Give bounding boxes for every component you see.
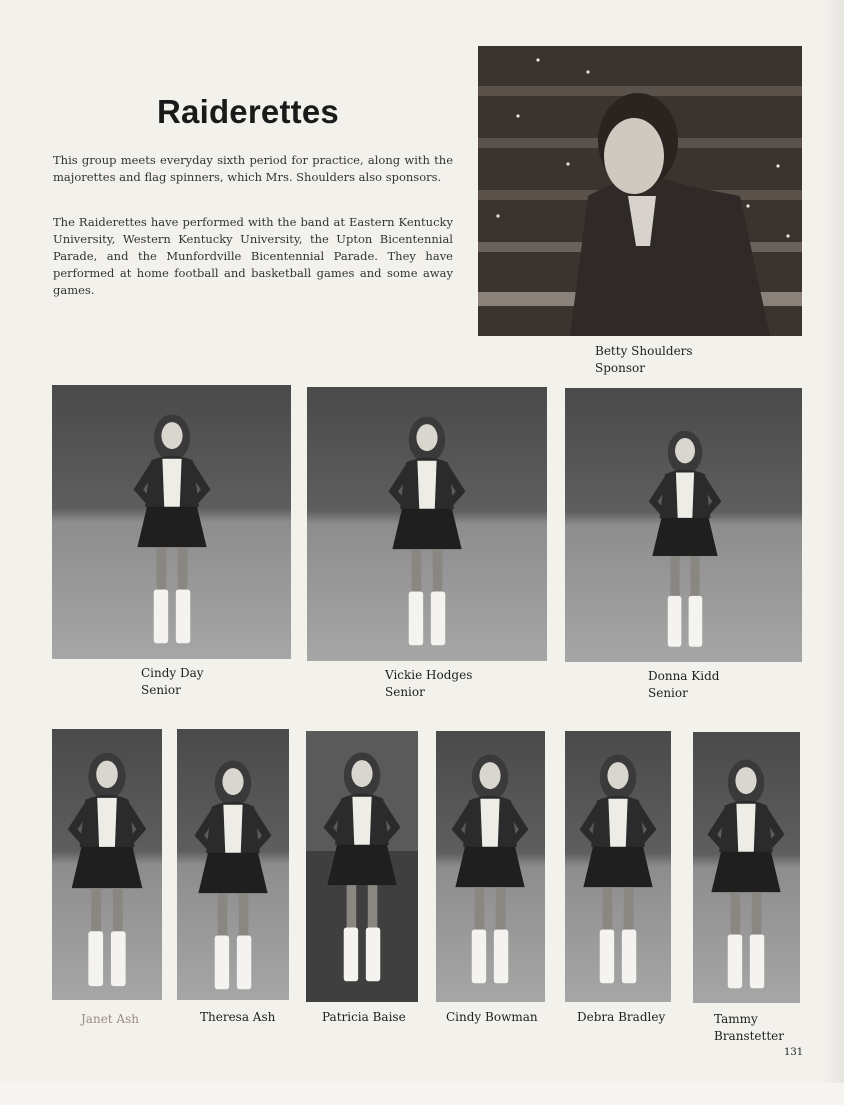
member-photo-patricia-baise (306, 731, 418, 1002)
member-name: Tammy (714, 1012, 758, 1026)
page-edge (826, 0, 844, 1105)
member-caption-2 (200, 1009, 275, 1026)
member-name-line2: Branstetter (714, 1029, 785, 1043)
member-name: Janet Ash (81, 1012, 139, 1026)
senior-name: Vickie Hodges (385, 668, 473, 682)
intro-paragraph: This group meets everyday sixth period for practice, along with the majorettes and flag spinners, which Mrs. Shoulders also sponsors. (53, 153, 453, 184)
member-photo-debra-bradley (565, 731, 671, 1002)
senior-photo-vickie-hodges (307, 387, 547, 661)
member-photo-tammy-branstetter (693, 732, 800, 1003)
sponsor-name: Betty Shoulders (595, 344, 693, 358)
senior-photo-cindy-day (52, 385, 291, 659)
member-photo-cindy-bowman (436, 731, 545, 1002)
member-caption-4 (446, 1009, 538, 1026)
member-caption-6 (714, 1011, 784, 1045)
member-caption-5 (577, 1009, 665, 1026)
sponsor-photo (478, 46, 802, 336)
senior-class: Senior (648, 686, 688, 700)
page-title: Raiderettes (157, 93, 339, 130)
page-number: 131 (784, 1047, 804, 1058)
senior-class: Senior (385, 685, 425, 699)
senior-photo-donna-kidd (565, 388, 802, 662)
senior-caption-2 (385, 667, 472, 701)
performance-paragraph: The Raiderettes have performed with the band at Eastern Kentucky University, Western Kentucky University, the Upton Bicentennial Parade, and the Munfordville Bicentennial Parade. They have performed at home football and basketball games and some away games. (53, 215, 453, 297)
senior-class: Senior (141, 683, 181, 697)
member-name: Cindy Bowman (446, 1010, 538, 1024)
member-caption-3 (322, 1009, 406, 1026)
member-name: Theresa Ash (200, 1010, 276, 1024)
member-name: Patricia Baise (322, 1010, 406, 1024)
senior-caption-3 (648, 668, 719, 702)
page-bottom-band (0, 1083, 844, 1105)
senior-name: Cindy Day (141, 666, 204, 680)
member-caption-1 (81, 1011, 139, 1028)
member-name: Debra Bradley (577, 1010, 666, 1024)
sponsor-role: Sponsor (595, 361, 645, 375)
member-photo-janet-ash (52, 729, 162, 1000)
senior-caption-1 (141, 665, 204, 699)
sponsor-caption (595, 343, 693, 377)
senior-name: Donna Kidd (648, 669, 720, 683)
member-photo-theresa-ash (177, 729, 289, 1000)
